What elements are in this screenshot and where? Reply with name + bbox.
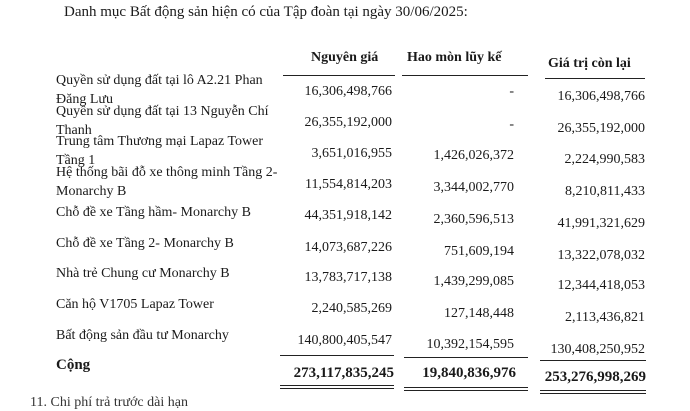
row-original-cost: 2,240,585,269	[311, 301, 392, 316]
total-remaining-value: 253,276,998,269	[544, 369, 646, 385]
row-label: Quyền sử dụng đất tại 13 Nguyễn Chí Thanh	[56, 104, 269, 138]
row-remaining-value: 16,306,498,766	[557, 89, 645, 104]
total-label: Cộng	[56, 357, 91, 373]
total-double-line-3b	[540, 393, 646, 394]
total-original-cost: 273,117,835,245	[293, 365, 394, 381]
header-accumulated-depreciation: Hao mòn lũy kế	[407, 50, 502, 65]
row-original-cost: 14,073,687,226	[304, 240, 392, 255]
row-accumulated-depreciation: -	[509, 117, 514, 132]
row-original-cost: 44,351,918,142	[304, 208, 392, 223]
row-label: Quyền sử dụng đất tại lô A2.21 Phan Đăng Lưu	[56, 73, 263, 107]
row-original-cost: 11,554,814,203	[305, 177, 392, 192]
total-line-original-cost	[280, 355, 394, 356]
total-double-line-2b	[404, 390, 528, 391]
row-remaining-value: 130,408,250,952	[550, 342, 645, 357]
row-original-cost: 26,355,192,000	[304, 115, 392, 130]
row-original-cost: 140,800,405,547	[297, 333, 392, 348]
row-accumulated-depreciation: 10,392,154,595	[426, 337, 514, 352]
total-line-depreciation	[404, 357, 528, 358]
row-remaining-value: 41,991,321,629	[557, 216, 645, 231]
next-section-heading: 11. Chi phí trả trước dài hạn	[30, 395, 188, 410]
row-label: Bất động sản đầu tư Monarchy	[56, 328, 229, 343]
row-accumulated-depreciation: 127,148,448	[444, 306, 514, 321]
header-underline-remaining	[545, 78, 645, 79]
header-underline-depreciation	[402, 75, 528, 76]
total-double-line-2a	[404, 387, 528, 388]
total-line-remaining	[540, 360, 646, 361]
row-accumulated-depreciation: 1,426,026,372	[433, 148, 514, 163]
row-label: Trung tâm Thương mại Lapaz Tower Tầng 1	[56, 134, 263, 168]
row-remaining-value: 13,322,078,032	[557, 248, 645, 263]
row-remaining-value: 8,210,811,433	[565, 184, 645, 199]
row-label: Nhà trẻ Chung cư Monarchy B	[56, 266, 230, 281]
total-accumulated-depreciation: 19,840,836,976	[422, 365, 516, 381]
total-double-line-1b	[280, 388, 394, 389]
row-remaining-value: 2,224,990,583	[564, 152, 645, 167]
row-remaining-value: 2,113,436,821	[565, 310, 645, 325]
row-original-cost: 16,306,498,766	[304, 84, 392, 99]
row-accumulated-depreciation: 2,360,596,513	[433, 212, 514, 227]
total-double-line-3a	[540, 390, 646, 391]
row-accumulated-depreciation: 751,609,194	[444, 244, 514, 259]
row-accumulated-depreciation: -	[509, 84, 514, 99]
row-remaining-value: 12,344,418,053	[557, 278, 645, 293]
header-underline-original-cost	[283, 75, 395, 76]
intro-text: Danh mục Bất động sản hiện có của Tập đoàn tại ngày 30/06/2025:	[64, 4, 468, 20]
row-original-cost: 13,783,717,138	[304, 270, 392, 285]
total-double-line-1a	[280, 385, 394, 386]
row-label: Chỗ đề xe Tầng hầm- Monarchy B	[56, 205, 251, 220]
header-remaining-value: Giá trị còn lại	[548, 56, 631, 71]
row-label: Chỗ đề xe Tầng 2- Monarchy B	[56, 236, 234, 251]
row-label: Hệ thống bãi đỗ xe thông minh Tầng 2- Monarchy B	[56, 165, 278, 199]
row-accumulated-depreciation: 3,344,002,770	[433, 180, 514, 195]
row-original-cost: 3,651,016,955	[311, 146, 392, 161]
row-accumulated-depreciation: 1,439,299,085	[433, 274, 514, 289]
row-remaining-value: 26,355,192,000	[557, 121, 645, 136]
header-original-cost: Nguyên giá	[311, 50, 379, 65]
row-label: Căn hộ V1705 Lapaz Tower	[56, 297, 214, 312]
